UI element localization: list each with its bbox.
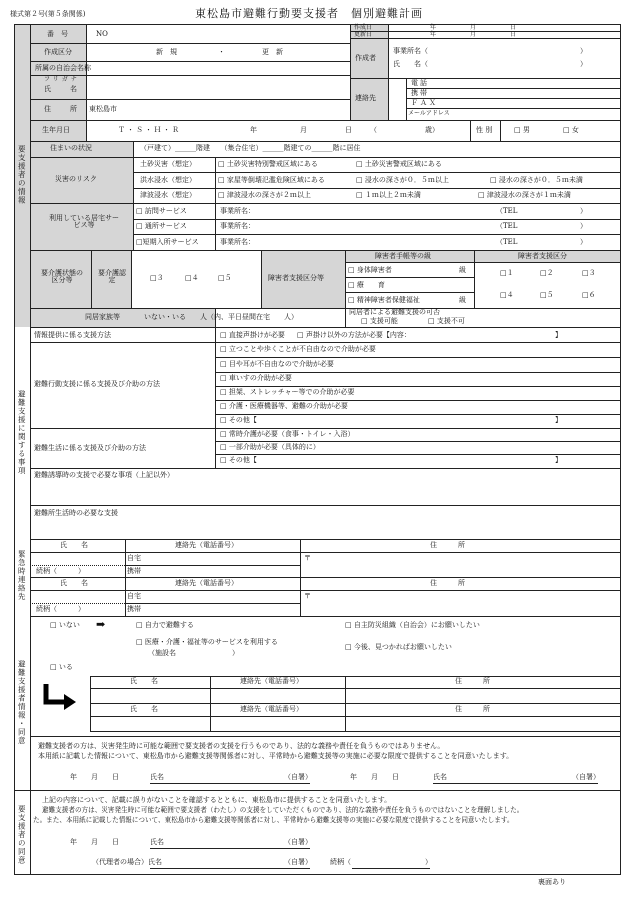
supporter-none[interactable]: □ いない [50, 621, 80, 629]
supporter-exists[interactable]: □ いる [50, 663, 73, 671]
support-class-5[interactable]: □５ [540, 291, 554, 299]
ec2-home-label: 自宅 [127, 592, 141, 600]
updated-month: 月 [470, 31, 477, 38]
name-label: 氏 名 [44, 85, 83, 93]
consent-text-1: 上記の内容について、記載に誤りがないことを確認するとともに、東松島市に提供することを同意いたします。 [42, 796, 392, 804]
support-class-1[interactable]: □１ [500, 269, 514, 277]
life-other[interactable]: □ その他【 [220, 456, 257, 464]
sup2-address-header: 住 所 [455, 705, 490, 713]
created-year: 年 [430, 24, 437, 31]
service-visit-close: ） [580, 207, 587, 215]
evac-wheelchair[interactable]: □ 車いすの介助が必要 [220, 374, 292, 382]
ec1-postal[interactable]: 〒 [304, 554, 311, 562]
updated-year: 年 [430, 31, 437, 38]
sup2-date[interactable]: 年 月 日 [350, 773, 399, 781]
assoc-label: 所属の自治会名称 [35, 64, 91, 72]
create-update-option[interactable]: 更 新 [262, 48, 283, 56]
sup1-sign-name[interactable]: 氏名 [150, 773, 164, 781]
service-visit[interactable]: □ 訪問サービス [136, 207, 187, 215]
proxy-relation-close: ） [425, 858, 432, 866]
created-label: 作成日 [354, 24, 373, 31]
ec1-address-header: 住 所 [430, 541, 465, 549]
cohab-possible[interactable]: □ 支援可能 [361, 317, 398, 325]
evac-support-label: 避難行動支援に係る支援及び介助の方法 [34, 380, 160, 388]
consent-text-3: た。また、本用紙に記載した情報について、東松島市から避難支援等関係者に対し、平常時から避難支援等の実施に必要な限度で提供することを同意いたします。 [33, 816, 514, 824]
supporter-facility[interactable]: （施設名 ） [148, 649, 239, 657]
create-separator: ・ [218, 48, 225, 56]
fax-label: ＦＡＸ [411, 99, 438, 107]
era-options[interactable]: Ｔ・Ｓ・Ｈ・Ｒ [118, 126, 181, 134]
author-label: 作成者 [355, 54, 376, 62]
supporter-service[interactable]: □ 医療・介護・福祉等のサービスを利用する [136, 638, 278, 646]
ec2-postal[interactable]: 〒 [304, 592, 311, 600]
shelter-support-label: 避難所生活時の必要な支援 [34, 509, 118, 517]
household-text[interactable]: いない・いる 人（内、平日昼間在宅 人） [144, 313, 298, 321]
ec1-mobile-label: 携帯 [127, 567, 141, 575]
risk-flood-label: 洪水浸水（想定） [140, 176, 196, 184]
arrow-down-right-icon [40, 682, 80, 712]
age-open: （ [370, 126, 377, 134]
sup1-date[interactable]: 年 月 日 [70, 773, 119, 781]
sup2-name-header: 氏 名 [130, 705, 158, 713]
service-daycare-tel[interactable]: （TEL [496, 222, 518, 230]
service-visit-office[interactable]: 事業所名： [220, 207, 255, 215]
updated-label: 更新日 [354, 31, 373, 38]
created-day: 日 [510, 24, 517, 31]
created-month: 月 [470, 24, 477, 31]
page-title: 東松島市避難行動要支援者 個別避難計画 [195, 7, 423, 20]
evac-vision-hearing[interactable]: □ 目や耳が不自由なので介助が必要 [220, 360, 334, 368]
risk-tsunami-1-2m[interactable]: □ １ｍ以上２ｍ未満 [356, 191, 421, 199]
age-close: 歳） [425, 126, 439, 134]
info-support-label: 情報提供に係る支援方法 [34, 331, 111, 339]
support-class-2[interactable]: □２ [540, 269, 554, 277]
service-shortstay-office[interactable]: 事業所名： [220, 238, 255, 246]
dob-label: 生年月日 [42, 126, 70, 134]
service-visit-tel[interactable]: （TEL [496, 207, 518, 215]
sex-female[interactable]: □ 女 [563, 126, 579, 134]
care-level-4[interactable]: □４ [185, 274, 199, 282]
no-value[interactable]: NO [96, 30, 108, 38]
sex-label: 性 別 [476, 126, 493, 134]
cohab-title: 同居者による避難支援の可否 [349, 308, 440, 316]
service-shortstay-close: ） [580, 238, 587, 246]
ec1-contact-header: 連絡先（電話番号） [175, 541, 238, 549]
sup1-address-header: 住 所 [455, 677, 490, 685]
sup2-sign-name[interactable]: 氏名 [433, 773, 447, 781]
support-class-6[interactable]: □６ [582, 291, 596, 299]
evac-stretcher[interactable]: □ 担架、ストレッチャー等での介助が必要 [220, 388, 355, 396]
form-number: 様式第２号(第５条関係) [10, 10, 86, 18]
info-close-bracket: 】 [555, 331, 562, 339]
section-label-consent: 要支援者の同意 [17, 805, 27, 865]
risk-landslide-special[interactable]: □ 土砂災害特別警戒区域にある [218, 160, 318, 168]
supporter-later[interactable]: □ 今後、見つかればお願いしたい [345, 643, 452, 651]
support-class-4[interactable]: □４ [500, 291, 514, 299]
proxy-sign-name[interactable]: （代理者の場合）氏名 [92, 858, 162, 866]
care-label: 要介護状態の区分等 [41, 269, 83, 285]
risk-landslide-warning[interactable]: □ 土砂災害警戒区域にある [356, 160, 442, 168]
evac-other[interactable]: □ その他【 [220, 416, 257, 424]
handbook-intellectual[interactable]: □ 療 育 [348, 281, 385, 289]
service-shortstay[interactable]: □短期入所サービス [136, 238, 199, 246]
handbook-label: 障害者手帳等の級 [375, 252, 431, 260]
sup1-name-header: 氏 名 [130, 677, 158, 685]
create-new-option[interactable]: 新 規 [156, 48, 177, 56]
supporter-self[interactable]: □ 自力で避難する [136, 621, 194, 629]
updated-day: 日 [510, 31, 517, 38]
ec2-relation[interactable]: 続柄（ ） [36, 605, 85, 613]
proxy-sign-label: （自署） [284, 858, 312, 866]
handbook-mental[interactable]: □ 精神障害者保健福祉 [348, 296, 420, 304]
dob-year: 年 [250, 126, 257, 134]
arrow-right-icon: ➡ [96, 618, 106, 631]
care-cert-label: 要介護認定 [98, 269, 126, 285]
risk-landslide-label: 土砂災害（想定） [140, 160, 196, 168]
office-name-field[interactable]: 事業所名（ [393, 47, 428, 55]
evac-other-close: 】 [555, 416, 562, 424]
address-label: 住 所 [44, 105, 83, 113]
consent-sign-name[interactable]: 氏名 [150, 838, 164, 846]
life-other-close: 】 [555, 456, 562, 464]
mobile-label: 携帯 [411, 89, 429, 97]
address-value[interactable]: 東松島市 [89, 105, 117, 113]
disab-label: 障害者支援区分等 [268, 274, 324, 282]
consent-date[interactable]: 年 月 日 [70, 838, 119, 846]
ec2-mobile-label: 携帯 [127, 605, 141, 613]
handbook-physical[interactable]: □ 身体障害者 [348, 266, 392, 274]
risk-tsunami-under1m[interactable]: □ 津波浸水の深さが１ｍ未満 [478, 191, 571, 199]
cohab-impossible[interactable]: □ 支援不可 [428, 317, 465, 325]
life-partial-care[interactable]: □ 一部介助が必要（具体的に） [220, 443, 320, 451]
support-class-label: 障害者支援区分 [518, 252, 567, 260]
evac-medical-device[interactable]: □ 介護・医療機器等、避難の介助が必要 [220, 402, 348, 410]
back-note: 裏面あり [538, 878, 566, 886]
risk-flood-deep[interactable]: □ 浸水の深さが０．５ｍ以上 [356, 176, 449, 184]
risk-flood-shallow[interactable]: □ 浸水の深さが０．５ｍ未満 [490, 176, 583, 184]
section-label-supporter: 避難支援者情報・同意 [17, 660, 27, 745]
section-label-emergency-contact: 緊急時連絡先 [17, 550, 27, 601]
service-daycare-close: ） [580, 222, 587, 230]
furigana-label: フリガナ [44, 76, 80, 83]
ec2-address-header: 住 所 [430, 579, 465, 587]
author-name-field[interactable]: 氏 名（ [393, 60, 428, 68]
service-shortstay-tel[interactable]: （TEL [496, 238, 518, 246]
sup2-sign-label: （自署） [572, 773, 600, 781]
info-other-method[interactable]: □ 声掛け以外の方法が必要【内容： [297, 331, 411, 339]
life-full-care[interactable]: □ 常時介護が必要（食事・トイレ・入浴） [220, 430, 355, 438]
create-type-label: 作成区分 [44, 48, 72, 56]
ec1-home-label: 自宅 [127, 554, 141, 562]
sup1-sign-label: （自署） [284, 773, 312, 781]
service-daycare-office[interactable]: 事業所名： [220, 222, 255, 230]
dob-day: 日 [345, 126, 352, 134]
no-label: 番 号 [47, 30, 68, 38]
ec2-name-header: 氏 名 [60, 579, 88, 587]
supporter-consent-2: 本用紙に記載した情報について、東松島市から避難支援等関係者に対し、平常時から避難支援等の実施に必要な限度で提供することを同意いたします。 [38, 752, 514, 760]
supporter-table [90, 676, 621, 732]
proxy-relation[interactable]: 続柄（ [330, 858, 351, 866]
care-level-5[interactable]: □５ [218, 274, 232, 282]
grade-physical: 級 [459, 266, 466, 274]
guide-support-label: 避難誘導時の支援で必要な事項（上記以外） [34, 471, 174, 479]
consent-text-2: 避難支援者の方は、災害発生時に可能な範囲で要支援者（わたし）の支援をしていただくものであり、法的な義務や責任を負うものではないことを理解しました。 [42, 806, 524, 814]
section-label-person-info: 要支援者の情報 [17, 145, 27, 205]
email-label: メールアドレス [408, 110, 450, 117]
supporter-consent-1: 避難支援者の方は、災害発生時に可能な範囲で要支援者の支援を行うものであり、法的な義務や責任を負うものではありません。 [38, 742, 445, 750]
service-label: 利用している居宅サービス等 [49, 214, 119, 230]
supporter-community[interactable]: □ 自主防災組織（自治会）にお願いしたい [345, 621, 480, 629]
consent-sign-label: （自署） [284, 838, 312, 846]
household-label: 同居家族等 [85, 313, 120, 321]
sup2-contact-header: 連絡先（電話番号） [240, 705, 303, 713]
ec1-name-header: 氏 名 [60, 541, 88, 549]
sup1-contact-header: 連絡先（電話番号） [240, 677, 303, 685]
risk-label: 災害のリスク [55, 175, 97, 183]
service-daycare[interactable]: □ 通所サービス [136, 222, 187, 230]
contact-label: 連絡先 [355, 94, 376, 102]
life-support-label: 避難生活に係る支援及び介助の方法 [34, 444, 146, 452]
evac-walking[interactable]: □ 立つことや歩くことが不自由なので介助が必要 [220, 345, 376, 353]
housing-label: 住まいの状況 [50, 144, 92, 152]
info-direct-voice[interactable]: □ 直接声掛けが必要 [220, 331, 285, 339]
section-label-evac-support: 避難支援に関する事項 [17, 390, 27, 475]
phone-label: 電話 [411, 79, 429, 87]
support-class-3[interactable]: □３ [582, 269, 596, 277]
sex-male[interactable]: □ 男 [514, 126, 530, 134]
ec2-contact-header: 連絡先（電話番号） [175, 579, 238, 587]
ec1-relation[interactable]: 続柄（ ） [36, 567, 85, 575]
author-close: ） [580, 60, 587, 68]
risk-tsunami-label: 津波浸水（想定） [140, 191, 196, 199]
housing-text[interactable]: （戸建て）______階建 （集合住宅）______階建ての______階に居住 [140, 144, 361, 152]
grade-mental: 級 [459, 296, 466, 304]
risk-tsunami-2m[interactable]: □ 津波浸水の深さが２ｍ以上 [218, 191, 311, 199]
care-level-3[interactable]: □３ [150, 274, 164, 282]
risk-flood-collapse[interactable]: □ 家屋等倒壊氾濫危険区域にある [218, 176, 325, 184]
office-close: ） [580, 47, 587, 55]
dob-month: 月 [300, 126, 307, 134]
